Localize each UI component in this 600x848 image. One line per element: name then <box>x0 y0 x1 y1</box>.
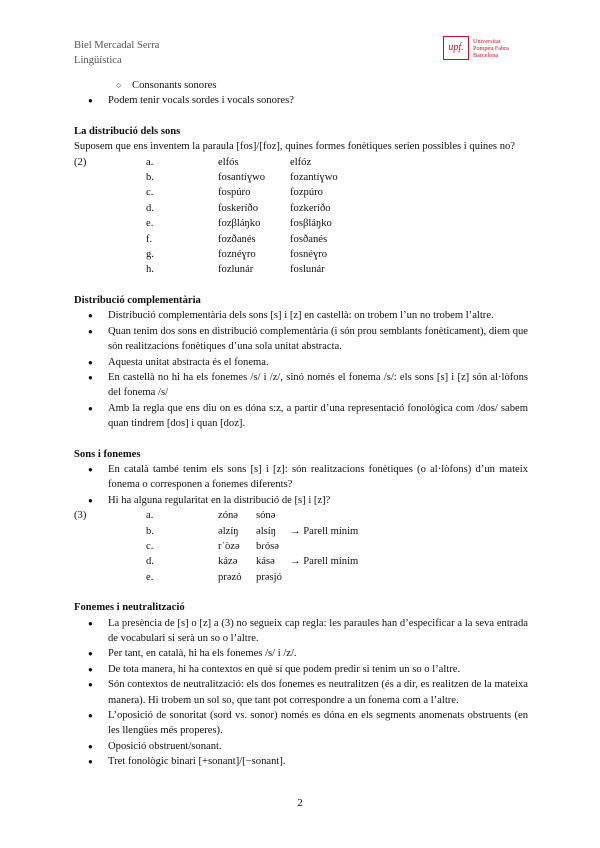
list-item: ● Per tant, en català, hi ha els fonemes /s/ i /z/. <box>74 646 528 661</box>
list-item: ● Aquesta unitat abstracta és el fonema. <box>74 355 528 370</box>
example-number: (3) <box>74 510 87 522</box>
logo-text <box>473 38 509 59</box>
table-cell: fozantíɣwo <box>290 172 338 184</box>
table-row <box>74 185 338 200</box>
table-row <box>74 554 358 569</box>
example-table <box>74 155 338 278</box>
table-cell: elfóz <box>290 156 312 168</box>
table-row <box>74 216 338 231</box>
bullet-list <box>74 308 528 431</box>
table-cell: e. <box>146 218 154 230</box>
list-item: ● En català també tenim els sons [s] i [z]: són realitzacions fonètiques (o al·lòfons) d’un mateix fonema o corresponen a fonemes diferents? <box>74 462 528 493</box>
table-cell: əlsíŋ <box>256 525 276 537</box>
header-author: Biel Mercadal Serra <box>74 40 160 51</box>
table-cell: a. <box>146 156 154 168</box>
list-item: ● Hi ha alguna regularitat en la distribució de [s] i [z]? <box>74 493 528 508</box>
table-cell <box>290 539 358 554</box>
logo-mark: upf. <box>443 36 469 60</box>
table-cell: f. <box>146 233 153 245</box>
table-row <box>74 524 358 539</box>
table-cell: h. <box>146 264 154 276</box>
section-title: Fonemes i neutralització <box>74 602 185 614</box>
table-cell <box>290 508 358 523</box>
running-header <box>74 38 159 68</box>
table-cell: c. <box>146 540 154 552</box>
list-item: ● Amb la regla que ens diu on es dóna s:z, a partir d’una representació fonològica com /dos/ sabem quan tindrem [dos] i quan [doz]. <box>74 401 528 432</box>
table-cell: kásə <box>256 556 275 568</box>
table-row <box>74 201 338 216</box>
table-cell <box>290 570 358 585</box>
table-cell: fozðanés <box>218 233 256 245</box>
table-row <box>74 508 358 523</box>
table-cell: əlzíŋ <box>218 525 239 537</box>
table-cell: fozkeríðo <box>290 202 331 214</box>
logo-line: Barcelona <box>473 51 499 59</box>
table-row <box>74 570 358 585</box>
example-number: (2) <box>74 156 87 168</box>
list-item: ● Podem tenir vocals sordes i vocals sonores? <box>74 93 528 108</box>
paragraph: Suposem que ens inventem la paraula [fos]/[foz], quines formes fonètiques serien possibles i quines no? <box>74 141 516 153</box>
page-number: 2 <box>297 797 303 809</box>
table-cell: elfós <box>218 156 239 168</box>
table-cell: d. <box>146 202 154 214</box>
table-cell: zónə <box>218 510 238 522</box>
section-title: Sons i fonemes <box>74 448 141 460</box>
table-cell: fosnéɣro <box>290 249 328 261</box>
table-cell: d. <box>146 556 154 568</box>
list-item: ● Distribució complementària dels sons [s] i [z] en castellà: on trobem l’un no trobem l’altre. <box>74 308 528 323</box>
list-item: ● Quan tenim dos sons en distribució complementària (i són prou semblants fonèticament), diem que són realitzacions fonètiques d’una sola unitat abstracta. <box>74 324 528 355</box>
table-cell: a. <box>146 510 154 522</box>
table-row <box>74 247 338 262</box>
section-title: La distribució dels sons <box>74 125 181 137</box>
example-table <box>74 508 358 585</box>
header-subject: Lingüística <box>74 55 122 66</box>
logo-line: Pompeu Fabra <box>473 44 509 52</box>
table-cell: → Parell mínim <box>290 525 359 537</box>
table-cell: prəsjó <box>256 571 282 583</box>
table-cell: → Parell mínim <box>290 556 359 568</box>
list-item: ● En castellà no hi ha els fonemes /s/ i /z/, sinó només el fonema /s/: els sons [s] i [z] són al·lòfons del fonema /s/ <box>74 370 528 401</box>
table-cell: b. <box>146 525 154 537</box>
table-cell: g. <box>146 249 154 261</box>
table-cell: foskeríðo <box>218 202 259 214</box>
table-cell: sónə <box>256 510 276 522</box>
university-logo <box>443 35 533 61</box>
list-item: ● Són contextos de neutralització: els dos fonemes es neutralitzen (és a dir, es realitzen de la mateixa manera). Hi trobem un sol so, que tant pot correspondre a un fonema com a l’altre. <box>74 677 528 708</box>
table-cell: fospúro <box>218 187 251 199</box>
table-row <box>74 155 338 170</box>
list-item: ● La presència de [s] o [z] a (3) no segueix cap regla: les paraules han d’especificar a la seva entrada de vocabulari si serà un so o l’altre. <box>74 616 528 647</box>
table-row <box>74 170 338 185</box>
table-cell: fozlunár <box>218 264 254 276</box>
table-cell: e. <box>146 571 154 583</box>
table-row <box>74 539 358 554</box>
logo-line: Universitat <box>473 37 501 45</box>
list-item: ● L’oposició de sonoritat (sord vs. sonor) només es dóna en els segments anomenats obstruents (en les llengües més properes). <box>74 708 528 739</box>
table-row <box>74 232 338 247</box>
bullet-list <box>74 93 528 108</box>
table-cell: foslunár <box>290 264 325 276</box>
section-title: Distribució complementària <box>74 294 201 306</box>
table-cell: fosβláŋko <box>290 218 332 230</box>
table-cell: rˈòzə <box>218 540 240 552</box>
page-content <box>74 78 528 770</box>
table-cell: fozβláŋko <box>218 218 261 230</box>
table-cell: fosantíɣwo <box>218 172 266 184</box>
list-item: ● Tret fonològic binari [+sonant]/[−sonant]. <box>74 754 528 769</box>
table-cell: c. <box>146 187 154 199</box>
sub-list-item: ○ Consonants sonores <box>74 78 528 93</box>
table-row <box>74 262 338 277</box>
table-cell: foznéɣro <box>218 249 256 261</box>
bullet-list <box>74 462 528 508</box>
bullet-list <box>74 616 528 770</box>
list-item: ● De tota manera, hi ha contextos en què sí que podem predir si tenim un so o l’altre. <box>74 662 528 677</box>
table-cell: fosðanés <box>290 233 328 245</box>
table-cell: kázə <box>218 556 238 568</box>
table-cell: prəzó <box>218 571 242 583</box>
list-item: ● Oposició obstruent/sonant. <box>74 739 528 754</box>
table-cell: b. <box>146 172 154 184</box>
table-cell: fozpúro <box>290 187 323 199</box>
table-cell: bɾósə <box>256 540 279 552</box>
